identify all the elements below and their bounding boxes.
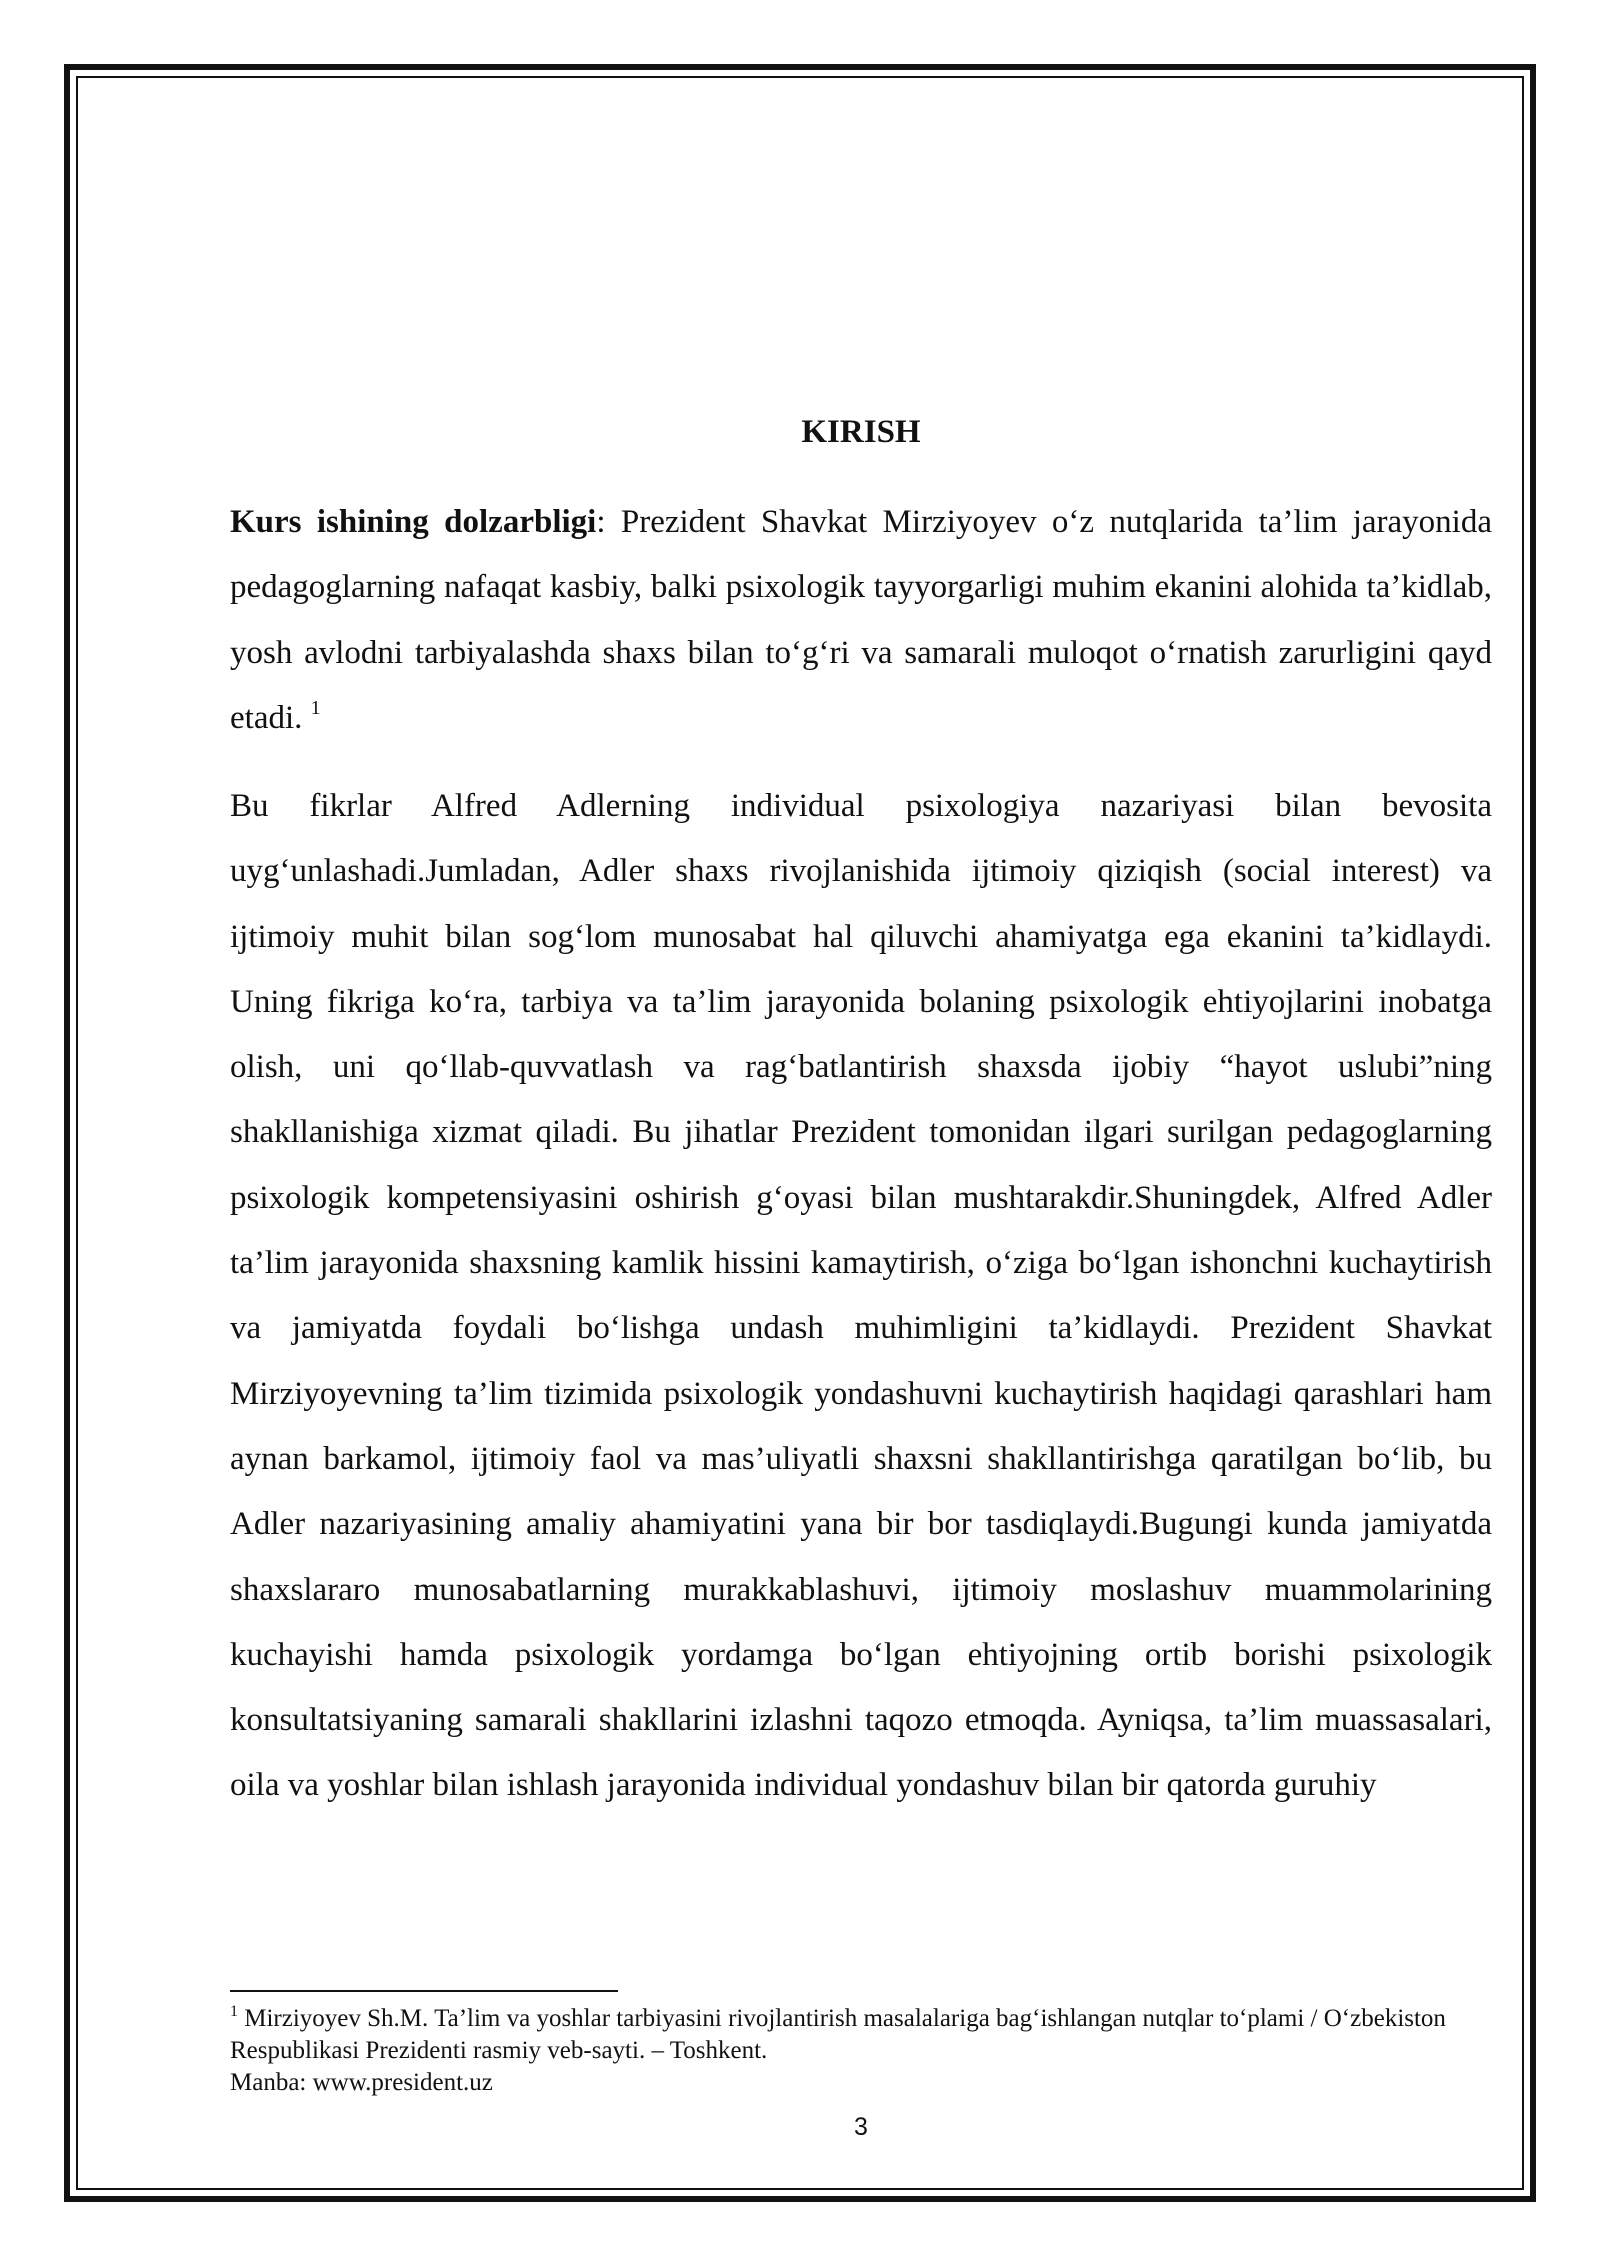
page-number: 3 bbox=[854, 2113, 868, 2141]
paragraph-text: : Prezident Shavkat Mirziyoyev o‘z nutqlarida ta’lim jarayonida pedagoglarning nafaqat kasbiy, balki psixologik tayyorgarligi muhim ekanini alohida ta’kidlab, yosh avlodni tarbiyalashda shaxs bilan to‘g‘ri va samarali muloqot o‘rnatish zarurligini qayd etadi. bbox=[230, 504, 1493, 736]
paragraph-lead: Kurs ishining dolzarbligi bbox=[230, 504, 597, 540]
footnote-citation: Mirziyoyev Sh.M. Ta’lim va yoshlar tarbiyasini rivojlantirish masalalariga bag‘ishlangan nutqlar to‘plami / O‘zbekiston Respublikasi Prezidenti rasmiy veb-sayti. – Toshkent. bbox=[230, 2005, 1446, 2064]
paragraph-adler: Bu fikrlar Alfred Adlerning individual psixologiya nazariyasi bilan bevosita uyg‘unlashadi.Jumladan, Adler shaxs rivojlanishida ijtimoiy qiziqish (social interest) va ijtimoiy muhit bilan sog‘lom munosabat hal qiluvchi ahamiyatga ega ekanini ta’kidlaydi. Uning fikriga ko‘ra, tarbiya va ta’lim jarayonida bolaning psixologik ehtiyojlarini inobatga olish, uni qo‘llab-quvvatlash va rag‘batlantirish shaxsda ijobiy “hayot uslubi”ning shakllanishiga xizmat qiladi. Bu jihatlar Prezident tomonidan ilgari surilgan pedagoglarning psixologik kompetensiyasini oshirish g‘oyasi bilan mushtarakdir.Shuningdek, Alfred Adler ta’lim jarayonida shaxsning kamlik hissini kamaytirish, o‘ziga bo‘lgan ishonchni kuchaytirish va jamiyatda foydali bo‘lishga undash muhimligini ta’kidlaydi. Prezident Shavkat Mirziyoyevning ta’lim tizimida psixologik yondashuvni kuchaytirish haqidagi qarashlari ham aynan barkamol, ijtimoiy faol va mas’uliyatli shaxsni shakllantirishga qaratilgan bo‘lib, bu Adler nazariyasining amaliy ahamiyatini yana bir bor tasdiqlaydi.Bugungi kunda jamiyatda shaxslararo munosabatlarning murakkablashuvi, ijtimoiy moslashuv muammolarining kuchayishi hamda psixologik yordamga bo‘lgan ehtiyojning ortib borishi psixologik konsultatsiyaning samarali shakllarini izlashni taqozo etmoqda. Ayniqsa, ta’lim muassasalari, oila va yoshlar bilan ishlash jarayonida individual yondashuv bilan bir qatorda guruhiy bbox=[230, 788, 1492, 1804]
footnote-source: Manba: www.president.uz bbox=[230, 2069, 493, 2096]
footnote-number: 1 bbox=[230, 2003, 238, 2020]
section-title: KIRISH bbox=[801, 414, 921, 450]
footnote-reference[interactable]: 1 bbox=[310, 696, 321, 719]
footnote bbox=[230, 2003, 1492, 2099]
footnote-separator bbox=[230, 1990, 618, 1992]
paragraph-relevance bbox=[230, 490, 1492, 751]
